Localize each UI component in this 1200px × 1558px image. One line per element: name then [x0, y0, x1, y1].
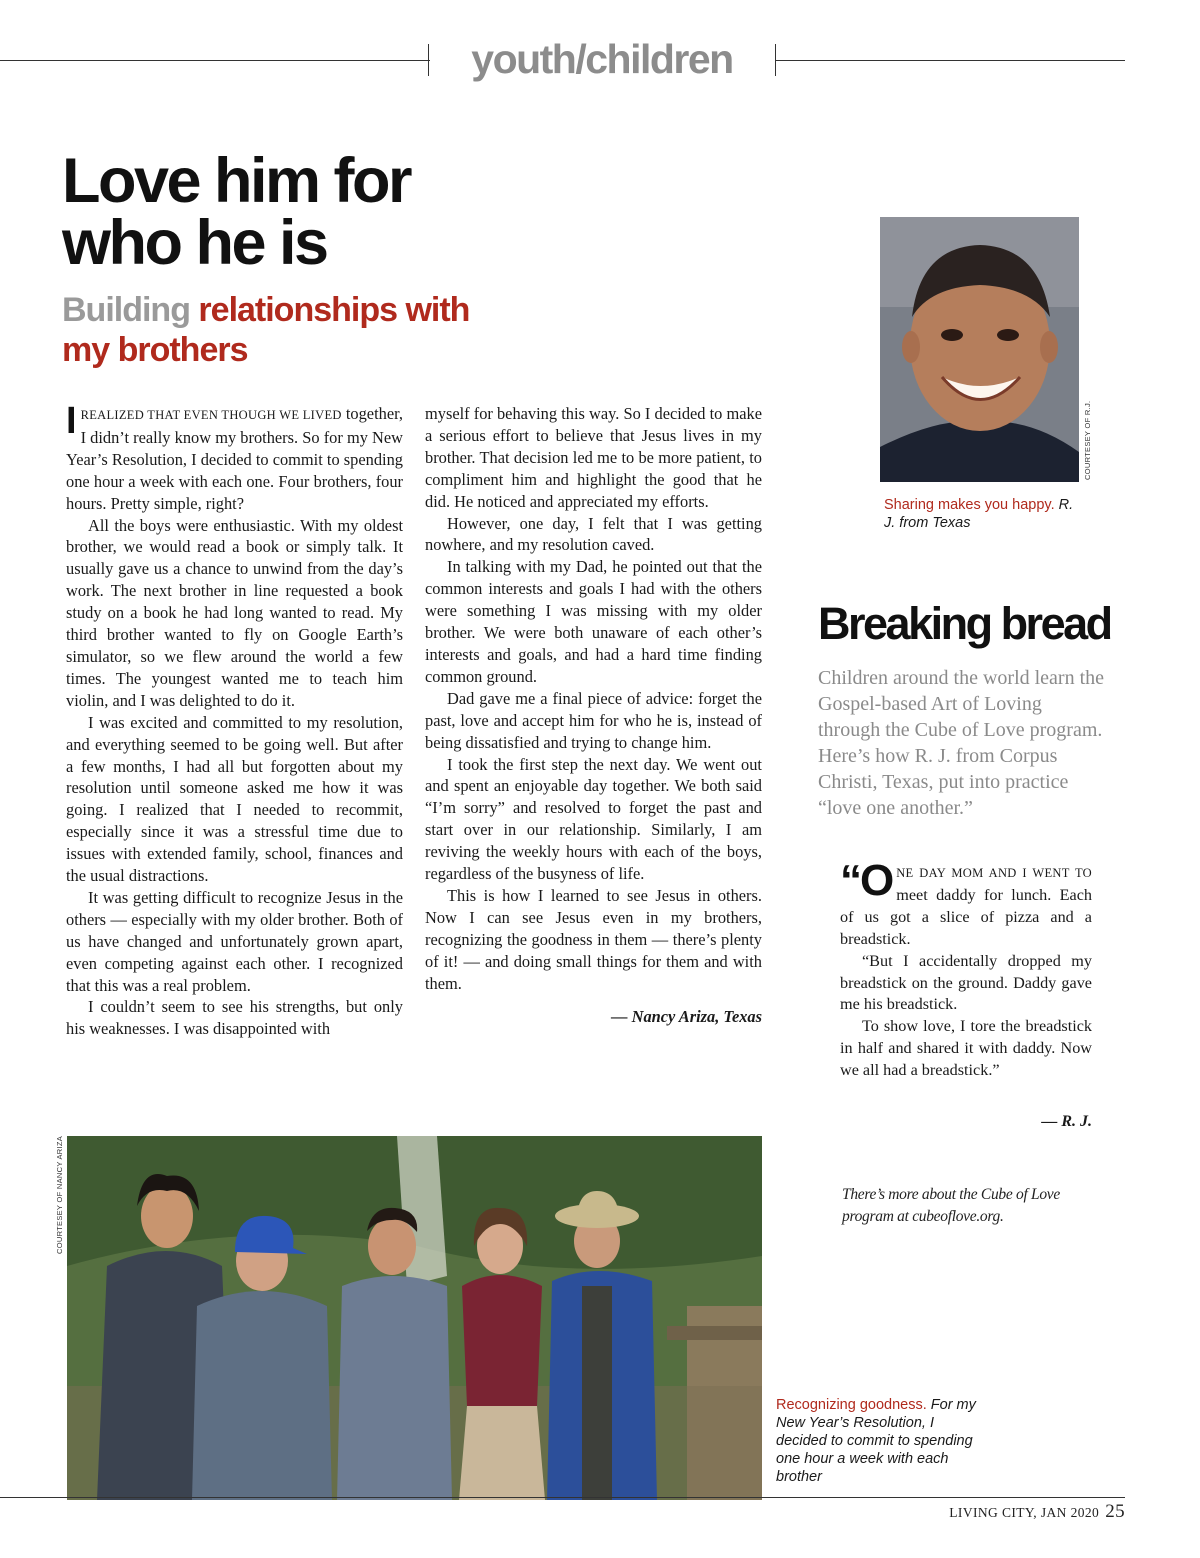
paragraph: However, one day, I felt that I was getting nowhere, and my resolution caved.: [425, 513, 762, 555]
lead-paragraph: [66, 400, 403, 515]
quote-smallcaps: NE DAY MOM AND I WENT TO: [896, 866, 1092, 880]
paragraph: This is how I learned to see Jesus in others. Now I can see Jesus even in my brothers, recognizing the goodness in them — there’s plenty of it! — and doing small things for them and with them.: [425, 885, 762, 993]
quote-mark: “O: [840, 856, 893, 905]
paragraph: myself for behaving this way. So I decided to make a serious effort to believe that Jesus lives in my brother. That decision led me to be more patient, to compliment him and highlight the good that he did. He noticed and appreciated my efforts.: [425, 404, 762, 511]
quote-lead: [840, 856, 1092, 951]
caption-text: For my New Year’s Resolution, I decided to commit to spending one hour a week with each brother: [776, 1397, 976, 1485]
lead-smallcaps: REALIZED THAT EVEN THOUGH WE LIVED: [80, 408, 342, 422]
subtitle-red: relationships with my brothers: [62, 291, 470, 369]
article-subtitle: [62, 290, 482, 370]
page-number: 25: [1105, 1501, 1125, 1522]
boy-photo-caption: [884, 496, 1074, 532]
boy-photo-credit: COURTESEY OF R.J.: [1083, 400, 1092, 480]
caption-text: R. J. from Texas: [884, 497, 1074, 531]
lead-text: together, I didn’t really know my brothers. So for my New Year’s Resolution, I decided to commit to spending one hour a week with each one. Four brothers, four hours. Pretty simple, right?: [66, 404, 403, 513]
footer-rule: [0, 1497, 1125, 1498]
section-label: youth/children: [471, 36, 733, 82]
sidebar-title: Breaking bread: [818, 598, 1111, 649]
group-photo: [67, 1136, 762, 1500]
boy-photo-illustration: [880, 217, 1079, 482]
paragraph: It was getting difficult to recognize Jesus in the others — especially with my older brother. Both of us have changed and unfortunately grown apart, even competing against each other. I recognized that this was a real problem.: [66, 887, 403, 995]
subtitle-grey: Building: [62, 291, 190, 329]
sidebar-quote: [840, 856, 1092, 1082]
article-title: Love him for who he is: [62, 146, 411, 278]
page-footer: [949, 1501, 1125, 1523]
group-photo-illustration: [67, 1136, 762, 1500]
group-photo-credit: COURTESEY OF NANCY ARIZA: [55, 1135, 64, 1254]
paragraph: In talking with my Dad, he pointed out that the common interests and goals I had with the others were something I was missing with my older brother. We were both unaware of each other’s interests and goals, and had a hard time finding common ground.: [425, 557, 762, 686]
caption-lead: Recognizing goodness.: [776, 1397, 927, 1413]
header-rule-right: [775, 60, 1125, 61]
paragraph: All the boys were enthusiastic. With my oldest brother, we would read a book or simply talk. It usually gave us a chance to unwind from the day’s work. The next brother in line requested a book study on a book he had long wanted to read. My third brother wanted to fly on Google Earth’s simulator, so we flew around the world a few times. The youngest wanted me to teach him violin, and I was delighted to do it.: [66, 515, 403, 710]
paragraph: I took the first step the next day. We went out and spent an enjoyable day together. We both said “I’m sorry” and resolved to forget the past and start over in our relationship. Similarly, I am reviving the weekly hours with each of the boys, regardless of the busyness of life.: [425, 754, 762, 884]
quote-signature: — R. J.: [1041, 1113, 1092, 1130]
boy-photo: [880, 217, 1079, 482]
caption-lead: Sharing makes you happy.: [884, 497, 1055, 513]
drop-cap: I: [66, 400, 77, 442]
sidebar-intro: Children around the world learn the Gospel-based Art of Loving through the Cube of Love program. Here’s how R. J. from Corpus Christi, Texas, put into practice “love one another.”: [818, 667, 1105, 819]
paragraph: I couldn’t seem to see his strengths, but only his weaknesses. I was disappointed with: [66, 997, 403, 1039]
cube-of-love-note: There’s more about the Cube of Love program at cubeoflove.org.: [842, 1186, 1060, 1225]
quote-paragraph: “But I accidentally dropped my breadstick on the ground. Daddy gave me his breadstick.: [840, 951, 1092, 1014]
publication-name: LIVING CITY, JAN 2020: [949, 1505, 1100, 1520]
paragraph: I was excited and committed to my resolution, and everything seemed to be going well. But after a few months, I had all but forgotten about my resolution until someone asked me how it was going. I realized that I needed to recommit, especially since it was a stressful time due to issues with extended family, school, finances and the usual distractions.: [66, 712, 403, 886]
article-byline: — Nancy Ariza, Texas: [611, 1007, 762, 1027]
article-column-1: [66, 400, 403, 1040]
quote-paragraph: To show love, I tore the breadstick in half and shared it with daddy. Now we all had a breadstick.”: [840, 1017, 1092, 1080]
header-tick-left: [428, 44, 429, 76]
group-photo-caption: [776, 1396, 981, 1486]
paragraph: Dad gave me a final piece of advice: forget the past, love and accept him for who he is, instead of being dissatisfied and trying to change him.: [425, 688, 762, 752]
article-column-2: [425, 403, 762, 1028]
header-rule-left: [0, 60, 430, 61]
quote-text: meet daddy for lunch. Each of us got a slice of pizza and a breadstick.: [840, 885, 1092, 948]
